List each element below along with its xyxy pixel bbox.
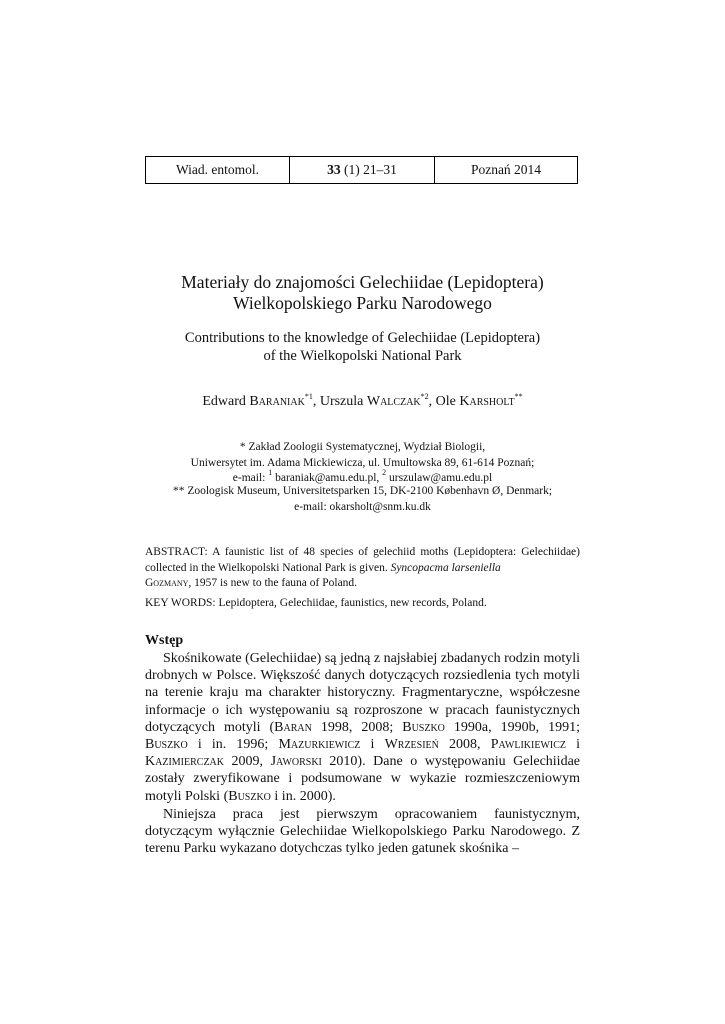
paragraph-2-text: Niniejsza praca jest pierwszym opracowaniem faunistycznym, dotyczącym wyłącznie Gelechiidae Wielkopolskiego Parku Narodowego. Z terenu Parku wykazano dotychczas tylko jeden gatunek skośnika –: [145, 807, 580, 857]
citation-author: Mazurkiewicz: [278, 737, 361, 753]
citation-author: Baran: [274, 719, 312, 735]
author3-first: Ole: [435, 394, 460, 409]
new-species-name: Syncopacma larseniella: [390, 561, 501, 574]
issue-pages: (1) 21–31: [344, 162, 397, 177]
author-separator: ,: [312, 394, 320, 409]
abstract-text-end: , 1957 is new to the fauna of Poland.: [188, 577, 358, 589]
volume-issue-pages: [290, 157, 435, 183]
title-polish: [100, 272, 625, 314]
citation-author: Jaworski: [270, 754, 322, 770]
paragraph-1-text: i in. 2000).: [270, 788, 336, 804]
paragraph-1-text: 1990a, 1990b, 1991;: [444, 719, 581, 735]
journal-name: Wiad. entomol.: [146, 157, 290, 183]
paragraph-1-text: i: [360, 737, 385, 753]
citation-author: Buszko: [402, 719, 445, 735]
email-baraniak: baraniak@amu.edu.pl,: [272, 472, 383, 484]
citation-author: Buszko: [145, 737, 188, 753]
title-polish-line1: Materiały do znajomości Gelechiidae (Lepidoptera): [181, 272, 544, 292]
place-year: Poznań 2014: [470, 162, 542, 177]
paragraph-1-text: i: [566, 737, 581, 753]
abstract-text: ABSTRACT: A faunistic list of 48 species of gelechiid moths (Lepidoptera: Gelechiidae) collected in the Wielkopolski National Park is given.: [145, 546, 580, 574]
paragraph-1-text: Skośnikowate (Gelechiidae) są jedną z najsłabiej zbadanych rodzin motyli drobnych w Polsce. Większość danych dotyczących rozsiedlenia tych motyli na terenie kraju ma charakter historyczny. Fragmentaryczne, współczesne informacje o ich występowaniu są rozproszone w pracach faunistycznych dotyczących motyli (: [145, 651, 580, 735]
paragraph-2: [145, 806, 580, 858]
journal-citation-box: [145, 156, 578, 184]
abstract: [145, 545, 580, 592]
author2-last: Walczak: [366, 394, 421, 409]
paragraph-1-text: 2009,: [224, 754, 271, 770]
keywords: KEY WORDS: Lepidoptera, Gelechiidae, faunistics, new records, Poland.: [145, 597, 487, 609]
title-english: [100, 329, 625, 365]
affiliation-1-line2: Uniwersytet im. Adama Mickiewicza, ul. Umultowska 89, 61-614 Poznań;: [190, 456, 535, 469]
species-author: Gozmany: [145, 577, 189, 589]
affiliation-1-line1: * Zakład Zoologii Systematycznej, Wydział Biologii,: [239, 441, 486, 453]
email1-mark: 1: [268, 468, 273, 477]
affiliation-2-line1: ** Zoologisk Museum, Universitetsparken 15, DK-2100 København Ø, Denmark;: [172, 485, 553, 497]
email2-mark: 2: [382, 468, 387, 477]
affiliation-1: [100, 440, 625, 487]
section-heading: Wstęp: [145, 633, 184, 648]
author1-mark: *1: [304, 392, 313, 401]
volume-number: 33: [327, 162, 341, 177]
author3-mark: **: [514, 392, 523, 401]
citation-author: Buszko: [228, 788, 271, 804]
title-english-line2: of the Wielkopolski National Park: [263, 348, 462, 364]
title-english-line1: Contributions to the knowledge of Gelechiidae (Lepidoptera): [184, 330, 541, 346]
affiliation-2: [100, 484, 625, 515]
email-walczak: urszulaw@amu.edu.pl: [386, 472, 493, 484]
author-separator: ,: [428, 394, 436, 409]
author2-mark: *2: [420, 392, 429, 401]
author1-last: Baraniak: [249, 394, 305, 409]
paragraph-1-text: 2008,: [438, 737, 491, 753]
citation-author: Pawlikiewicz: [490, 737, 566, 753]
title-polish-line2: Wielkopolskiego Parku Narodowego: [233, 293, 492, 313]
paragraph-1: [145, 650, 580, 805]
citation-author: Kazimierczak: [145, 754, 224, 770]
author2-first: Urszula: [319, 394, 367, 409]
paragraph-1-text: i in. 1996;: [187, 737, 279, 753]
paragraph-1-text: 1998, 2008;: [311, 719, 403, 735]
author1-first: Edward: [202, 394, 250, 409]
paragraph-1-text: 2010). Dane o występowaniu Gelechiidae zostały zweryfikowane i podsumowane w wykazie rozmieszczeniowym motyli Polski (: [145, 754, 580, 804]
author3-last: Karsholt: [459, 394, 515, 409]
author-list: [100, 394, 625, 410]
affiliation-2-line2: e-mail: okarsholt@snm.ku.dk: [294, 500, 431, 513]
citation-author: Wrzesień: [384, 737, 439, 753]
email-prefix: e-mail:: [232, 472, 269, 484]
